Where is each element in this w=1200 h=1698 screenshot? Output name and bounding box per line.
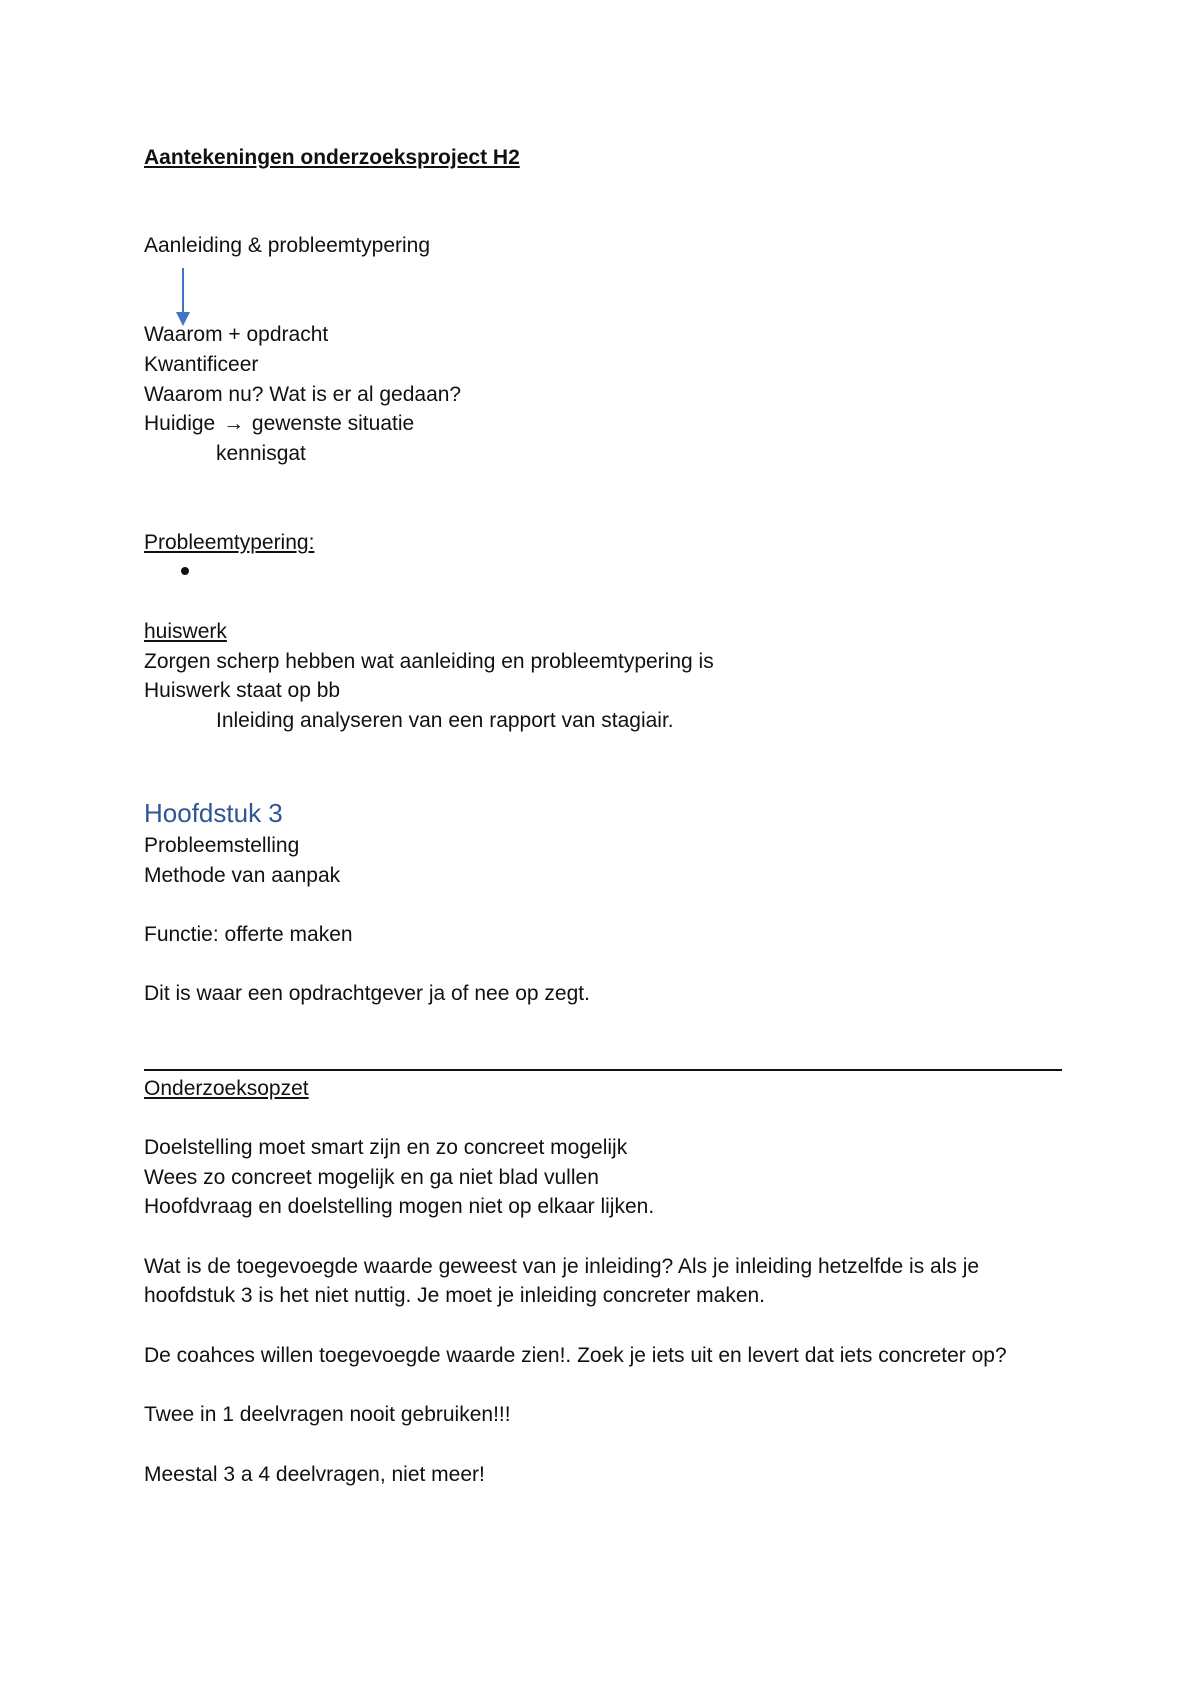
probleemtypering-label: Probleemtypering: xyxy=(144,531,315,554)
document-title: Aantekeningen onderzoeksproject H2 xyxy=(144,146,520,169)
list-item: Wees zo concreet mogelijk en ga niet blad vullen xyxy=(144,1166,599,1189)
situation-left: Huidige xyxy=(144,412,216,435)
situation-right: gewenste situatie xyxy=(251,412,415,435)
list-item: Probleemstelling xyxy=(144,834,300,857)
note-line: Dit is waar een opdrachtgever ja of nee op zegt. xyxy=(144,982,590,1005)
list-item: Kwantificeer xyxy=(144,353,259,376)
list-item: Methode van aanpak xyxy=(144,864,341,887)
down-arrow-icon xyxy=(175,268,191,326)
bullet-icon xyxy=(181,567,189,575)
right-arrow-icon: → xyxy=(223,412,245,435)
sub-item-kennisgat: kennisgat xyxy=(216,442,306,465)
hoofdstuk-3-heading: Hoofdstuk 3 xyxy=(144,798,283,828)
list-item: Hoofdvraag en doelstelling mogen niet op elkaar lijken. xyxy=(144,1195,655,1218)
list-item: Huiswerk staat op bb xyxy=(144,679,341,702)
list-item: Waarom nu? Wat is er al gedaan? xyxy=(144,383,462,406)
functie-line: Functie: offerte maken xyxy=(144,923,353,946)
paragraph-line: De coahces willen toegevoegde waarde zien!. Zoek je iets uit en levert dat iets concreter op? xyxy=(144,1344,1007,1367)
sub-item-inleiding: Inleiding analyseren van een rapport van stagiair. xyxy=(216,709,674,732)
list-item: Waarom + opdracht xyxy=(144,323,329,346)
paragraph-line: hoofdstuk 3 is het niet nuttig. Je moet je inleiding concreter maken. xyxy=(144,1284,766,1307)
situation-line xyxy=(144,410,414,438)
list-item: Zorgen scherp hebben wat aanleiding en probleemtypering is xyxy=(144,650,714,673)
list-item: Doelstelling moet smart zijn en zo concreet mogelijk xyxy=(144,1136,628,1159)
paragraph-line: Meestal 3 a 4 deelvragen, niet meer! xyxy=(144,1463,485,1486)
huiswerk-label: huiswerk xyxy=(144,620,227,643)
section-heading-aanleiding: Aanleiding & probleemtypering xyxy=(144,234,431,257)
horizontal-rule xyxy=(144,1069,1062,1071)
paragraph-line: Wat is de toegevoegde waarde geweest van je inleiding? Als je inleiding hetzelfde is als je xyxy=(144,1255,980,1278)
onderzoeksopzet-label: Onderzoeksopzet xyxy=(144,1077,309,1100)
paragraph-line: Twee in 1 deelvragen nooit gebruiken!!! xyxy=(144,1403,511,1426)
